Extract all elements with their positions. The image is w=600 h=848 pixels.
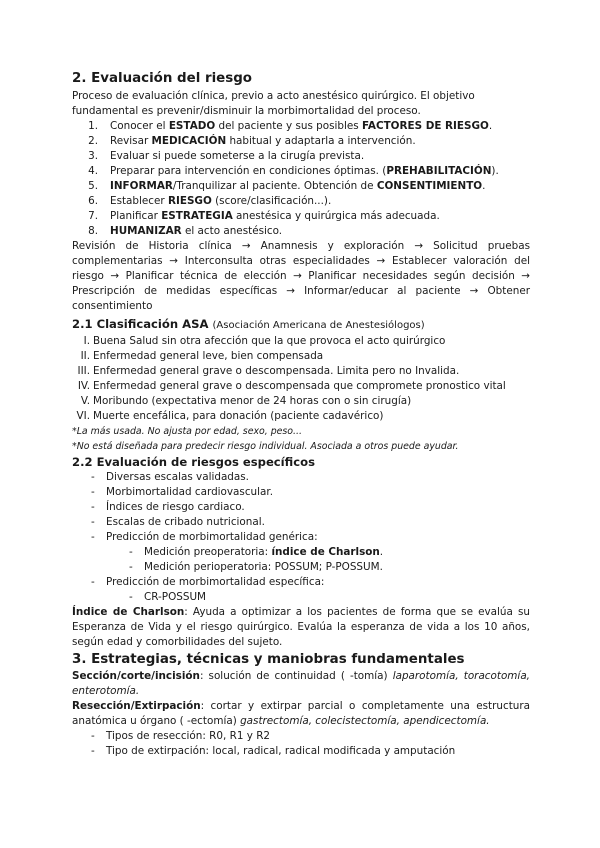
section-2-title: 2. Evaluación del riesgo xyxy=(72,71,253,86)
section-2-intro: Proceso de evaluación clínica, previo a acto anestésico quirúrgico. El objetivo fundamental es prevenir/disminuir la morbimortalidad del proceso. xyxy=(72,90,475,117)
list-item: - Medición preoperatoria: índice de Charlson. xyxy=(129,546,384,558)
list-item: V. Moribundo (expectativa menor de 24 horas con o sin cirugía) xyxy=(80,395,412,407)
list-item: - Tipos de resección: R0, R1 y R2 xyxy=(91,730,271,742)
evaluation-flow-text: Revisión de Historia clínica → Anamnesis y exploración → Solicitud pruebas complementarias → Interconsulta otras especialidades → Establecer valoración del riesgo → Planificar técnica de elección → Planificar necesidades según decisión → Prescripción de medidas específicas → Informar/educar al paciente → Obtener consentimiento xyxy=(72,240,530,312)
list-item: - Medición perioperatoria: POSSUM; P-POSSUM. xyxy=(129,561,383,573)
list-item: 1. Conocer el ESTADO del paciente y sus posibles FACTORES DE RIESGO. xyxy=(88,120,493,132)
list-item: I. Buena Salud sin otra afección que la que provoca el acto quirúrgico xyxy=(83,335,446,347)
section-2-2-title: 2.2 Evaluación de riesgos específicos xyxy=(72,455,315,469)
list-item: 3. Evaluar si puede someterse a la cirugía prevista. xyxy=(88,150,365,162)
reseccion-paragraph: Resección/Extirpación: cortar y extirpar parcial o completamente una estructura anatómica u órgano ( -ectomía) gastrectomía, colecistectomía, apendicectomía. xyxy=(72,700,530,727)
list-item: - Predicción de morbimortalidad genérica: xyxy=(91,531,318,543)
list-item: IV. Enfermedad general grave o descompensada que compromete pronostico vital xyxy=(77,380,506,392)
evaluation-steps-list xyxy=(72,119,530,239)
list-item: 5. INFORMAR/Tranquilizar al paciente. Obtención de CONSENTIMIENTO. xyxy=(88,180,486,192)
section-3-title: 3. Estrategias, técnicas y maniobras fundamentales xyxy=(72,652,465,667)
list-item: - Predicción de morbimortalidad específica: xyxy=(91,576,325,588)
list-item: 2. Revisar MEDICACIÓN habitual y adaptarla a intervención. xyxy=(88,135,416,147)
asa-note-2: *No está diseñada para predecir riesgo individual. Asociada a otros puede ayudar. xyxy=(72,441,459,452)
list-item: III. Enfermedad general grave o descompensada. Limita pero no Invalida. xyxy=(77,365,460,377)
seccion-paragraph: Sección/corte/incisión: solución de continuidad ( -tomía) laparotomía, toracotomía, enterotomía. xyxy=(72,670,530,697)
list-item: 8. HUMANIZAR el acto anestésico. xyxy=(88,225,283,237)
asa-classification-list xyxy=(72,334,530,424)
specific-risks-list xyxy=(72,470,530,605)
charlson-paragraph: Índice de Charlson: Ayuda a optimizar a los pacientes de forma que se evalúa su Esperanza de Vida y el riesgo quirúrgico. Evalúa la esperanza de vida a los 10 años, según edad y comorbilidades del sujeto. xyxy=(72,606,530,648)
resection-types-list xyxy=(72,729,530,759)
list-item: - Diversas escalas validadas. xyxy=(91,471,249,483)
list-item: 4. Preparar para intervención en condiciones óptimas. (PREHABILITACIÓN). xyxy=(88,165,499,177)
list-item: 7. Planificar ESTRATEGIA anestésica y quirúrgica más adecuada. xyxy=(88,210,440,222)
section-2-1-title: 2.1 Clasificación ASA (Asociación Americana de Anestesiólogos) xyxy=(72,317,425,331)
list-item: - Morbimortalidad cardiovascular. xyxy=(91,486,274,498)
list-item: - Escalas de cribado nutricional. xyxy=(91,516,265,528)
document-page xyxy=(72,70,530,759)
list-item: - Tipo de extirpación: local, radical, radical modificada y amputación xyxy=(91,745,456,757)
list-item: 6. Establecer RIESGO (score/clasificación...). xyxy=(88,195,332,207)
list-item: - CR-POSSUM xyxy=(129,591,207,603)
list-item: II. Enfermedad general leve, bien compensada xyxy=(80,350,324,362)
list-item: VI. Muerte encefálica, para donación (paciente cadavérico) xyxy=(76,410,384,422)
asa-note-1: *La más usada. No ajusta por edad, sexo, peso... xyxy=(72,426,302,437)
list-item: - Índices de riesgo cardiaco. xyxy=(91,501,245,513)
